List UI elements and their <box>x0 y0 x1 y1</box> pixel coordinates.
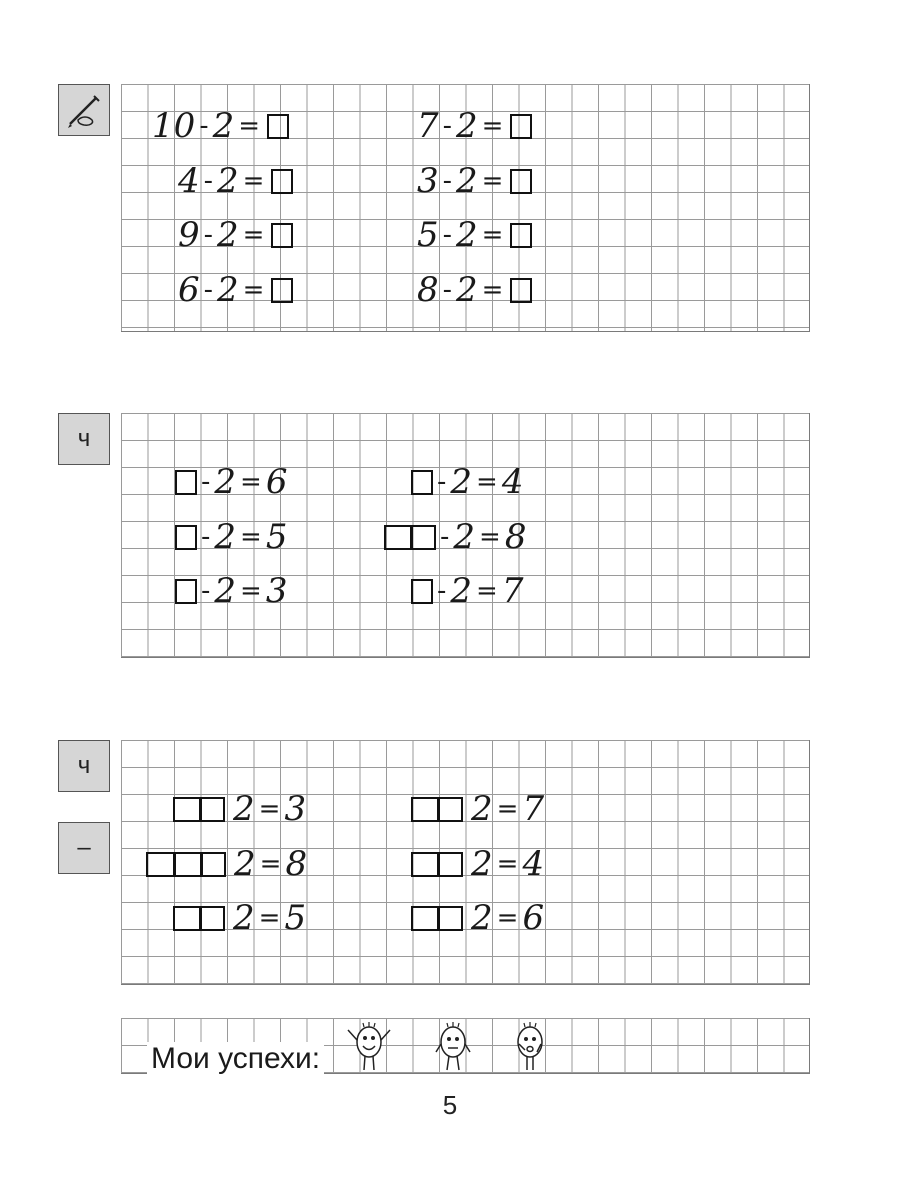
operand-b: 2 <box>217 161 239 201</box>
result: 7 <box>522 789 545 829</box>
equals-sign: = <box>481 111 504 141</box>
equation <box>417 215 532 255</box>
result: 6 <box>522 898 545 938</box>
success-label: Мои успехи: <box>147 1042 324 1076</box>
happy-face-icon[interactable] <box>344 1018 394 1076</box>
result: 3 <box>265 571 288 611</box>
answer-box-two-digit[interactable] <box>384 525 436 550</box>
equals-sign: = <box>496 849 519 879</box>
answer-box[interactable] <box>175 579 197 604</box>
equation <box>143 844 307 884</box>
equals-sign: = <box>496 794 519 824</box>
equals-sign: = <box>496 903 519 933</box>
equation <box>417 106 532 146</box>
operand-b: 2 <box>450 462 473 502</box>
pencil-icon-badge <box>58 84 110 136</box>
equation <box>408 789 544 829</box>
equation <box>381 517 526 557</box>
equals-sign: = <box>240 467 262 497</box>
equals-sign: = <box>476 576 498 606</box>
operand-b: 2 <box>471 898 493 938</box>
equation <box>170 789 306 829</box>
equation <box>170 898 306 938</box>
page-number: 5 <box>442 1090 458 1120</box>
result: 5 <box>284 898 307 938</box>
answer-box[interactable] <box>271 169 293 194</box>
result: 4 <box>501 462 524 502</box>
equals-sign: = <box>258 903 281 933</box>
result: 4 <box>522 844 545 884</box>
result: 8 <box>504 517 527 557</box>
answer-box[interactable] <box>175 525 197 550</box>
equation <box>408 898 544 938</box>
operand-b: 2 <box>217 270 239 310</box>
operand-a: 7 <box>417 106 439 146</box>
equation <box>172 517 287 557</box>
equals-sign: = <box>258 794 281 824</box>
answer-box[interactable] <box>271 223 293 248</box>
operand-b: 2 <box>453 517 476 557</box>
answer-box-two-digit[interactable] <box>411 852 463 877</box>
minus-sign: - <box>442 166 453 196</box>
equals-sign: = <box>479 522 501 552</box>
minus-sign: - <box>199 111 209 141</box>
result: 6 <box>265 462 288 502</box>
answer-box[interactable] <box>510 169 532 194</box>
answer-box-two-digit[interactable] <box>173 797 225 822</box>
operand-b: 2 <box>471 789 493 829</box>
equals-sign: = <box>240 576 262 606</box>
equals-sign: = <box>242 220 265 250</box>
result: 8 <box>285 844 308 884</box>
answer-box-two-digit[interactable] <box>411 797 463 822</box>
equals-sign: = <box>259 849 282 879</box>
operand-b: 2 <box>214 571 237 611</box>
answer-box[interactable] <box>510 278 532 303</box>
operand-a: 5 <box>417 215 439 255</box>
operand-a: 9 <box>178 215 200 255</box>
operand-b: 2 <box>450 571 473 611</box>
answer-box[interactable] <box>175 470 197 495</box>
minus-sign: - <box>201 522 211 552</box>
equals-sign: = <box>240 522 262 552</box>
result: 3 <box>284 789 307 829</box>
operand-b: 2 <box>456 161 478 201</box>
minus-sign: - <box>442 275 453 305</box>
equals-sign: = <box>238 111 261 141</box>
answer-box[interactable] <box>510 114 532 139</box>
operand-b: 2 <box>214 517 237 557</box>
equals-sign: = <box>242 275 265 305</box>
minus-sign: - <box>437 576 447 606</box>
equation <box>417 270 532 310</box>
minus-sign: - <box>203 275 214 305</box>
equation <box>417 161 532 201</box>
operand-b: 2 <box>212 106 235 146</box>
operand-a: 4 <box>178 161 200 201</box>
minus-sign: - <box>203 166 214 196</box>
sad-face-icon[interactable] <box>505 1018 555 1076</box>
operand-b: 2 <box>456 270 478 310</box>
equation <box>152 106 289 146</box>
minus-sign: - <box>203 220 214 250</box>
answer-box-three-digit[interactable] <box>146 852 226 877</box>
minus-sign: - <box>442 220 453 250</box>
result: 7 <box>501 571 524 611</box>
task-badge-ch: ч <box>58 413 110 465</box>
operand-b: 2 <box>233 789 255 829</box>
operand-b: 2 <box>456 215 478 255</box>
minus-sign: - <box>440 522 450 552</box>
equals-sign: = <box>476 467 498 497</box>
minus-sign: - <box>201 467 211 497</box>
answer-box[interactable] <box>271 278 293 303</box>
answer-box[interactable] <box>267 114 289 139</box>
operand-b: 2 <box>456 106 478 146</box>
equation <box>172 462 287 502</box>
task-badge-minus: – <box>58 822 110 874</box>
equals-sign: = <box>242 166 265 196</box>
answer-box-two-digit[interactable] <box>411 906 463 931</box>
equation <box>408 571 523 611</box>
operand-b: 2 <box>471 844 493 884</box>
operand-b: 2 <box>214 462 237 502</box>
operand-b: 2 <box>233 898 255 938</box>
equation <box>178 161 293 201</box>
answer-box[interactable] <box>411 470 433 495</box>
operand-a: 6 <box>178 270 200 310</box>
answer-box[interactable] <box>411 579 433 604</box>
pencil-hand-icon <box>64 90 104 130</box>
equation <box>408 462 523 502</box>
operand-a: 8 <box>417 270 439 310</box>
result: 5 <box>265 517 288 557</box>
neutral-face-icon[interactable] <box>428 1018 478 1076</box>
answer-box[interactable] <box>510 223 532 248</box>
operand-a: 3 <box>417 161 439 201</box>
minus-sign: - <box>201 576 211 606</box>
equation <box>408 844 544 884</box>
equals-sign: = <box>481 220 504 250</box>
minus-sign: - <box>437 467 447 497</box>
answer-box-two-digit[interactable] <box>173 906 225 931</box>
equals-sign: = <box>481 166 504 196</box>
equation <box>172 571 287 611</box>
task-badge-ch: ч <box>58 740 110 792</box>
operand-b: 2 <box>217 215 239 255</box>
equals-sign: = <box>481 275 504 305</box>
operand-b: 2 <box>234 844 256 884</box>
operand-a: 10 <box>152 106 196 146</box>
equation <box>178 215 293 255</box>
equation <box>178 270 293 310</box>
minus-sign: - <box>442 111 453 141</box>
